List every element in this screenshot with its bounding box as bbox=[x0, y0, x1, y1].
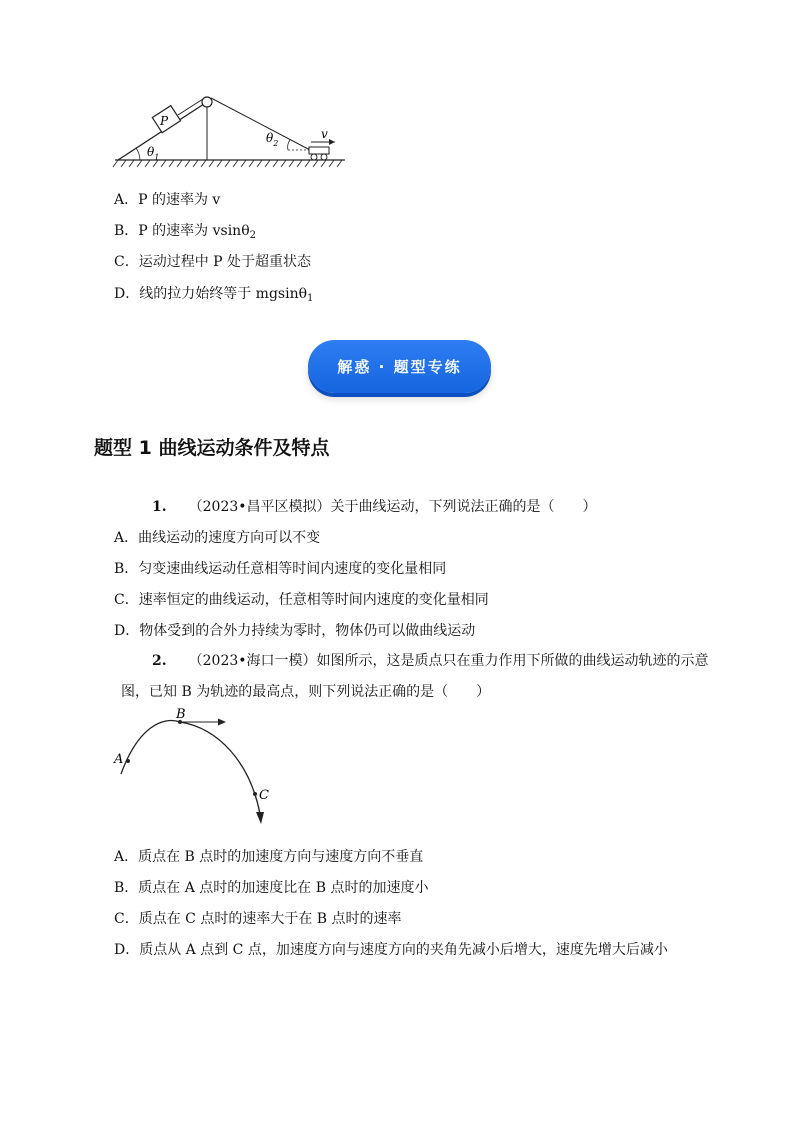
velocity-arrowhead bbox=[329, 139, 335, 145]
incline-pulley-figure bbox=[110, 90, 350, 175]
car-wheel bbox=[321, 154, 327, 160]
prev-option-b[interactable]: B．P 的速率为 vsinθ$_2$ bbox=[114, 223, 256, 241]
section-badge bbox=[308, 340, 491, 393]
q2-option-d[interactable]: D．质点从 A 点到 C 点，加速度方向与速度方向的夹角先减小后增大，速度先增大后减小 bbox=[114, 942, 668, 958]
prev-option-a[interactable]: A．P 的速率为 v bbox=[114, 192, 221, 208]
q2-option-c[interactable]: C．质点在 C 点时的速率大于在 B 点时的速率 bbox=[114, 911, 402, 927]
q2-stem-line2: 图，已知 B 为轨迹的最高点，则下列说法正确的是（ ） bbox=[121, 684, 491, 700]
car-wheel bbox=[311, 154, 317, 160]
point-b-label: B bbox=[176, 707, 186, 722]
point-a-label: A bbox=[114, 752, 124, 767]
block-p-label: P bbox=[160, 114, 169, 128]
section-title: 题型 1 曲线运动条件及特点 bbox=[94, 437, 330, 459]
car-body bbox=[309, 147, 329, 154]
prev-option-c[interactable]: C．运动过程中 P 处于超重状态 bbox=[114, 254, 312, 270]
section-badge-label: 解惑 · 题型专练 bbox=[337, 358, 462, 376]
theta1-arc bbox=[136, 148, 140, 160]
q1-stem: 1. （2023•昌平区模拟）关于曲线运动，下列说法正确的是（ ） bbox=[152, 499, 597, 515]
point-a bbox=[126, 759, 130, 763]
point-c-label: C bbox=[259, 788, 269, 803]
q1-number: 1. bbox=[152, 499, 167, 515]
prev-option-d[interactable]: D．线的拉力始终等于 mgsinθ$_1$ bbox=[114, 286, 314, 304]
q2-option-a[interactable]: A．质点在 B 点时的加速度方向与速度方向不垂直 bbox=[114, 849, 424, 865]
theta1-label: $\theta_1$ bbox=[147, 145, 160, 162]
trajectory-arrowhead bbox=[256, 812, 264, 824]
rope-to-car bbox=[211, 98, 310, 150]
q1-option-c[interactable]: C．速率恒定的曲线运动，任意相等时间内速度的变化量相同 bbox=[114, 592, 489, 608]
theta2-label: $\theta_2$ bbox=[266, 131, 279, 148]
velocity-at-b-arrowhead bbox=[218, 719, 226, 726]
q1-option-a[interactable]: A．曲线运动的速度方向可以不变 bbox=[114, 530, 321, 546]
trajectory-curve bbox=[121, 721, 260, 814]
q2-number: 2. bbox=[152, 653, 167, 669]
point-c bbox=[253, 792, 257, 796]
q1-option-b[interactable]: B．匀变速曲线运动任意相等时间内速度的变化量相同 bbox=[114, 561, 447, 577]
q1-option-d[interactable]: D．物体受到的合外力持续为零时，物体仍可以做曲线运动 bbox=[114, 623, 476, 639]
theta2-arc bbox=[288, 140, 290, 150]
q2-stem-line1: 2. （2023•海口一模）如图所示，这是质点只在重力作用下所做的曲线运动轨迹的示意 bbox=[152, 653, 709, 669]
velocity-label: v bbox=[321, 127, 328, 141]
pulley-icon bbox=[202, 97, 212, 107]
trajectory-figure bbox=[108, 702, 288, 834]
ground-hatch bbox=[113, 160, 342, 167]
q2-option-b[interactable]: B．质点在 A 点时的加速度比在 B 点时的加速度小 bbox=[114, 880, 429, 896]
